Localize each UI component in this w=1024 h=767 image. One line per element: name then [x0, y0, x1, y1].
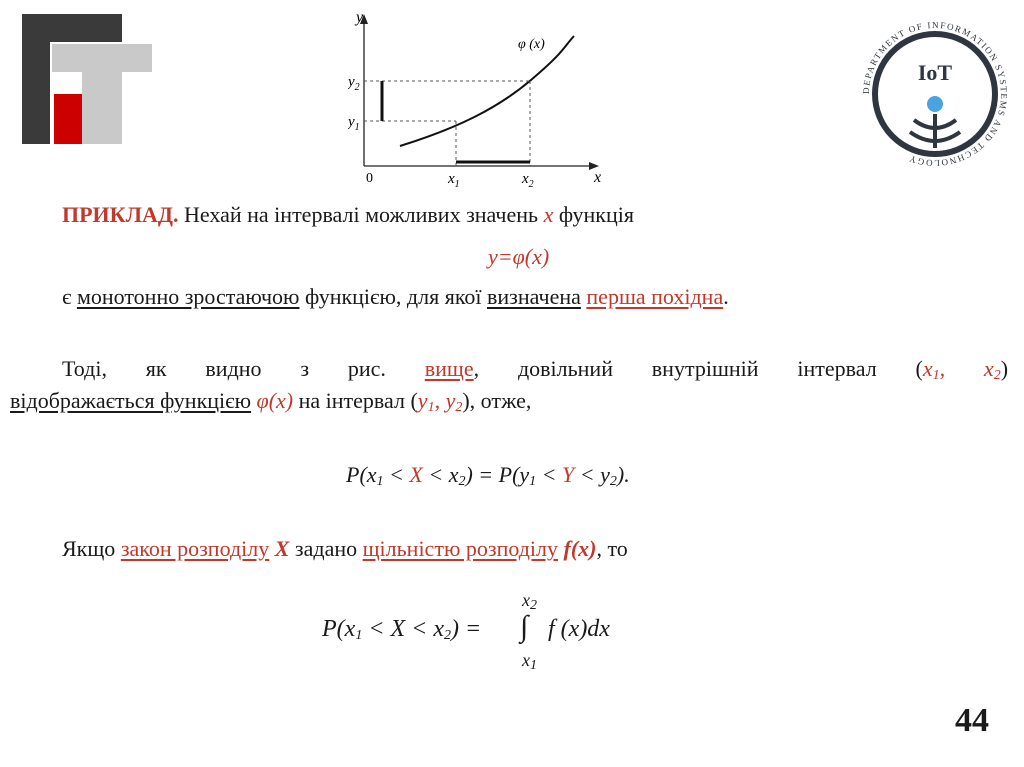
logo-bar-gray-stem — [82, 44, 122, 144]
x-axis-label: x — [594, 169, 602, 186]
y2-label: $y_2$ — [348, 74, 360, 93]
phi-curve — [400, 36, 574, 146]
x1-label: $x_1$ — [448, 171, 460, 190]
link-distribution-law[interactable]: закон розподілу — [120, 536, 270, 561]
paragraph-interval-line2: відображається функцією φ(x) на інтервал ($y_1$, $y_2$), отже, — [10, 388, 532, 415]
x2-label: $x_2$ — [522, 171, 534, 190]
logo-red-block — [54, 94, 82, 144]
var-x: x — [543, 202, 554, 227]
example-heading: ПРИКЛАД. — [62, 202, 179, 227]
origin-label: 0 — [366, 171, 373, 186]
page-number: 44 — [955, 702, 989, 739]
iot-ring-text: DEPARTMENT OF INFORMATION SYSTEMS AND TECHNOLOGY — [860, 19, 1010, 169]
link-first-derivative[interactable]: перша похідна — [586, 284, 724, 309]
y-axis-label: y — [356, 9, 364, 26]
iot-dot — [927, 96, 943, 112]
paragraph-example: ПРИКЛАД. Нехай на інтервалі можливих значень x функція — [62, 202, 635, 227]
paragraph-density: Якщо закон розподілу X задано щільністю розподілу f(x), то — [62, 536, 628, 561]
function-graph — [348, 8, 608, 192]
paragraph-interval-line1: Тоді, як видно з рис. вище, довільний внутрішній інтервал ($x_1$, $x_2$) — [62, 356, 1009, 383]
integral-lower: $x_1$ — [522, 650, 537, 673]
logo-bar-left — [22, 14, 50, 144]
link-monotone[interactable]: монотонно зростаючою — [76, 284, 300, 309]
integral-body: f (x)dx — [548, 616, 610, 642]
integral-sign: ∫ — [520, 610, 529, 643]
integral-upper: $x_2$ — [522, 590, 537, 613]
link-defined[interactable]: визначена — [487, 284, 581, 309]
link-mapped-by-function[interactable]: відображається функцією — [10, 388, 252, 413]
y1-label: $y_1$ — [348, 114, 360, 133]
probability-equality: $P(x_1 < X < x_2) = P(y_1 < Y < y_2)$. — [346, 462, 630, 489]
logo-iot — [852, 8, 1018, 180]
curve-label: φ (x) — [518, 37, 545, 52]
logo-left — [22, 14, 154, 144]
link-density[interactable]: щільністю розподілу — [362, 536, 558, 561]
function-formula: y=φ(x) — [488, 244, 550, 269]
iot-center-text: IoT — [917, 60, 953, 85]
paragraph-monotone: є монотонно зростаючою функцією, для якої визначена перша похідна. — [62, 284, 729, 309]
integral-formula: $P(x_1 < X < x_2)$ = ∫ $x_2$ $x_1$ f (x)dx — [322, 590, 610, 673]
link-above[interactable]: вище — [424, 356, 474, 381]
